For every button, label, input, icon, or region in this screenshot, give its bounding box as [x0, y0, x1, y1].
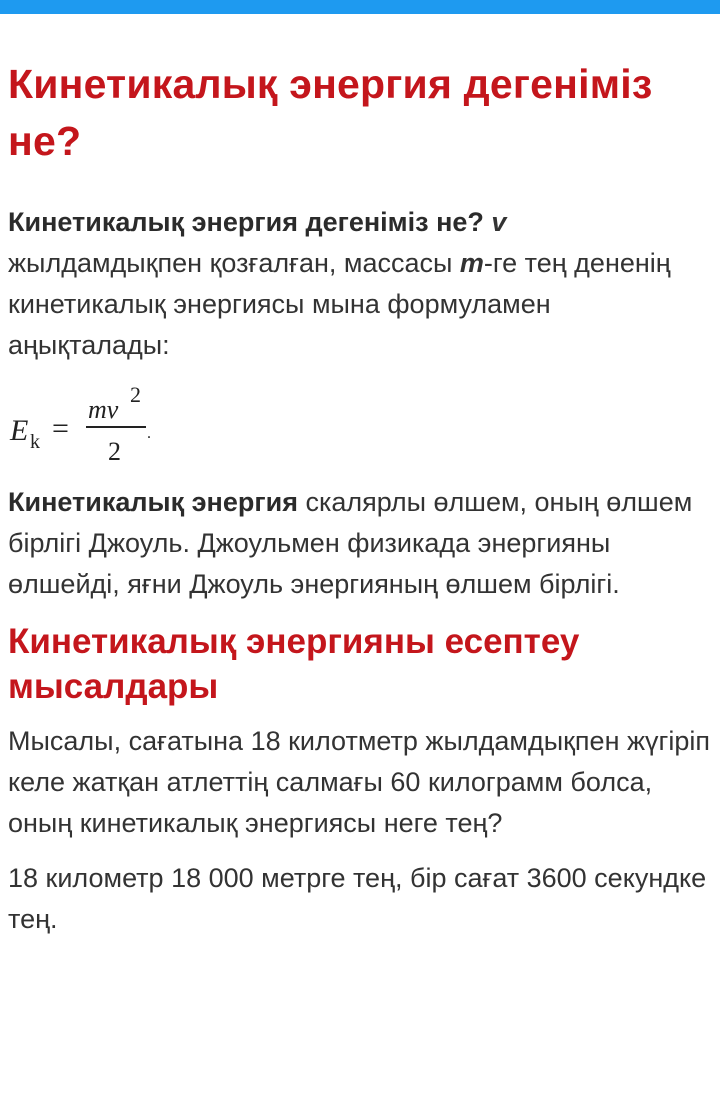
- example-paragraph: Мысалы, сағатына 18 килотметр жылдамдықпен жүгіріп келе жатқан атлеттің салмағы 60 килограмм болса, оның кинетикалық энергиясы неге тең?: [8, 726, 711, 838]
- formula-lhs-subscript: k: [30, 431, 40, 453]
- formula-lhs: E: [10, 414, 29, 447]
- scalar-text: скалярлы өлшем, оның өлшем бірлігі Джоуль. Джоульмен физикада энергияны өлшейді, яғни Джоуль энергияның өлшем бірлігі.: [8, 487, 693, 599]
- article-content: [8, 56, 714, 940]
- formula-numerator: mv: [88, 395, 119, 424]
- formula-equals: =: [52, 412, 69, 445]
- intro-paragraph: [8, 202, 714, 366]
- article-title: Кинетикалық энергия дегеніміз не?: [8, 61, 653, 164]
- scalar-lead: Кинетикалық энергия: [8, 487, 298, 517]
- formula-denominator: 2: [108, 437, 121, 466]
- conversion-paragraph: 18 километр 18 000 метрге тең, бір сағат 3600 секундке тең.: [8, 863, 707, 934]
- section-title-examples: Кинетикалық энергияны есептеу мысалдары: [8, 622, 580, 706]
- variable-m: m: [459, 248, 484, 278]
- intro-text-b: -ге тең дененің кинетикалық энергиясы мына формуламен аңықталады:: [8, 248, 671, 360]
- variable-v: v: [491, 207, 507, 237]
- top-accent-bar: [0, 0, 720, 14]
- kinetic-energy-formula: [8, 380, 714, 482]
- intro-lead: Кинетикалық энергия дегеніміз не?: [8, 207, 484, 237]
- formula-period: .: [147, 425, 151, 442]
- formula-graphic: [8, 380, 168, 482]
- scalar-paragraph: [8, 482, 714, 605]
- intro-text-a: жылдамдықпен қозғалған, массасы: [8, 248, 453, 278]
- formula-exponent: 2: [130, 382, 141, 407]
